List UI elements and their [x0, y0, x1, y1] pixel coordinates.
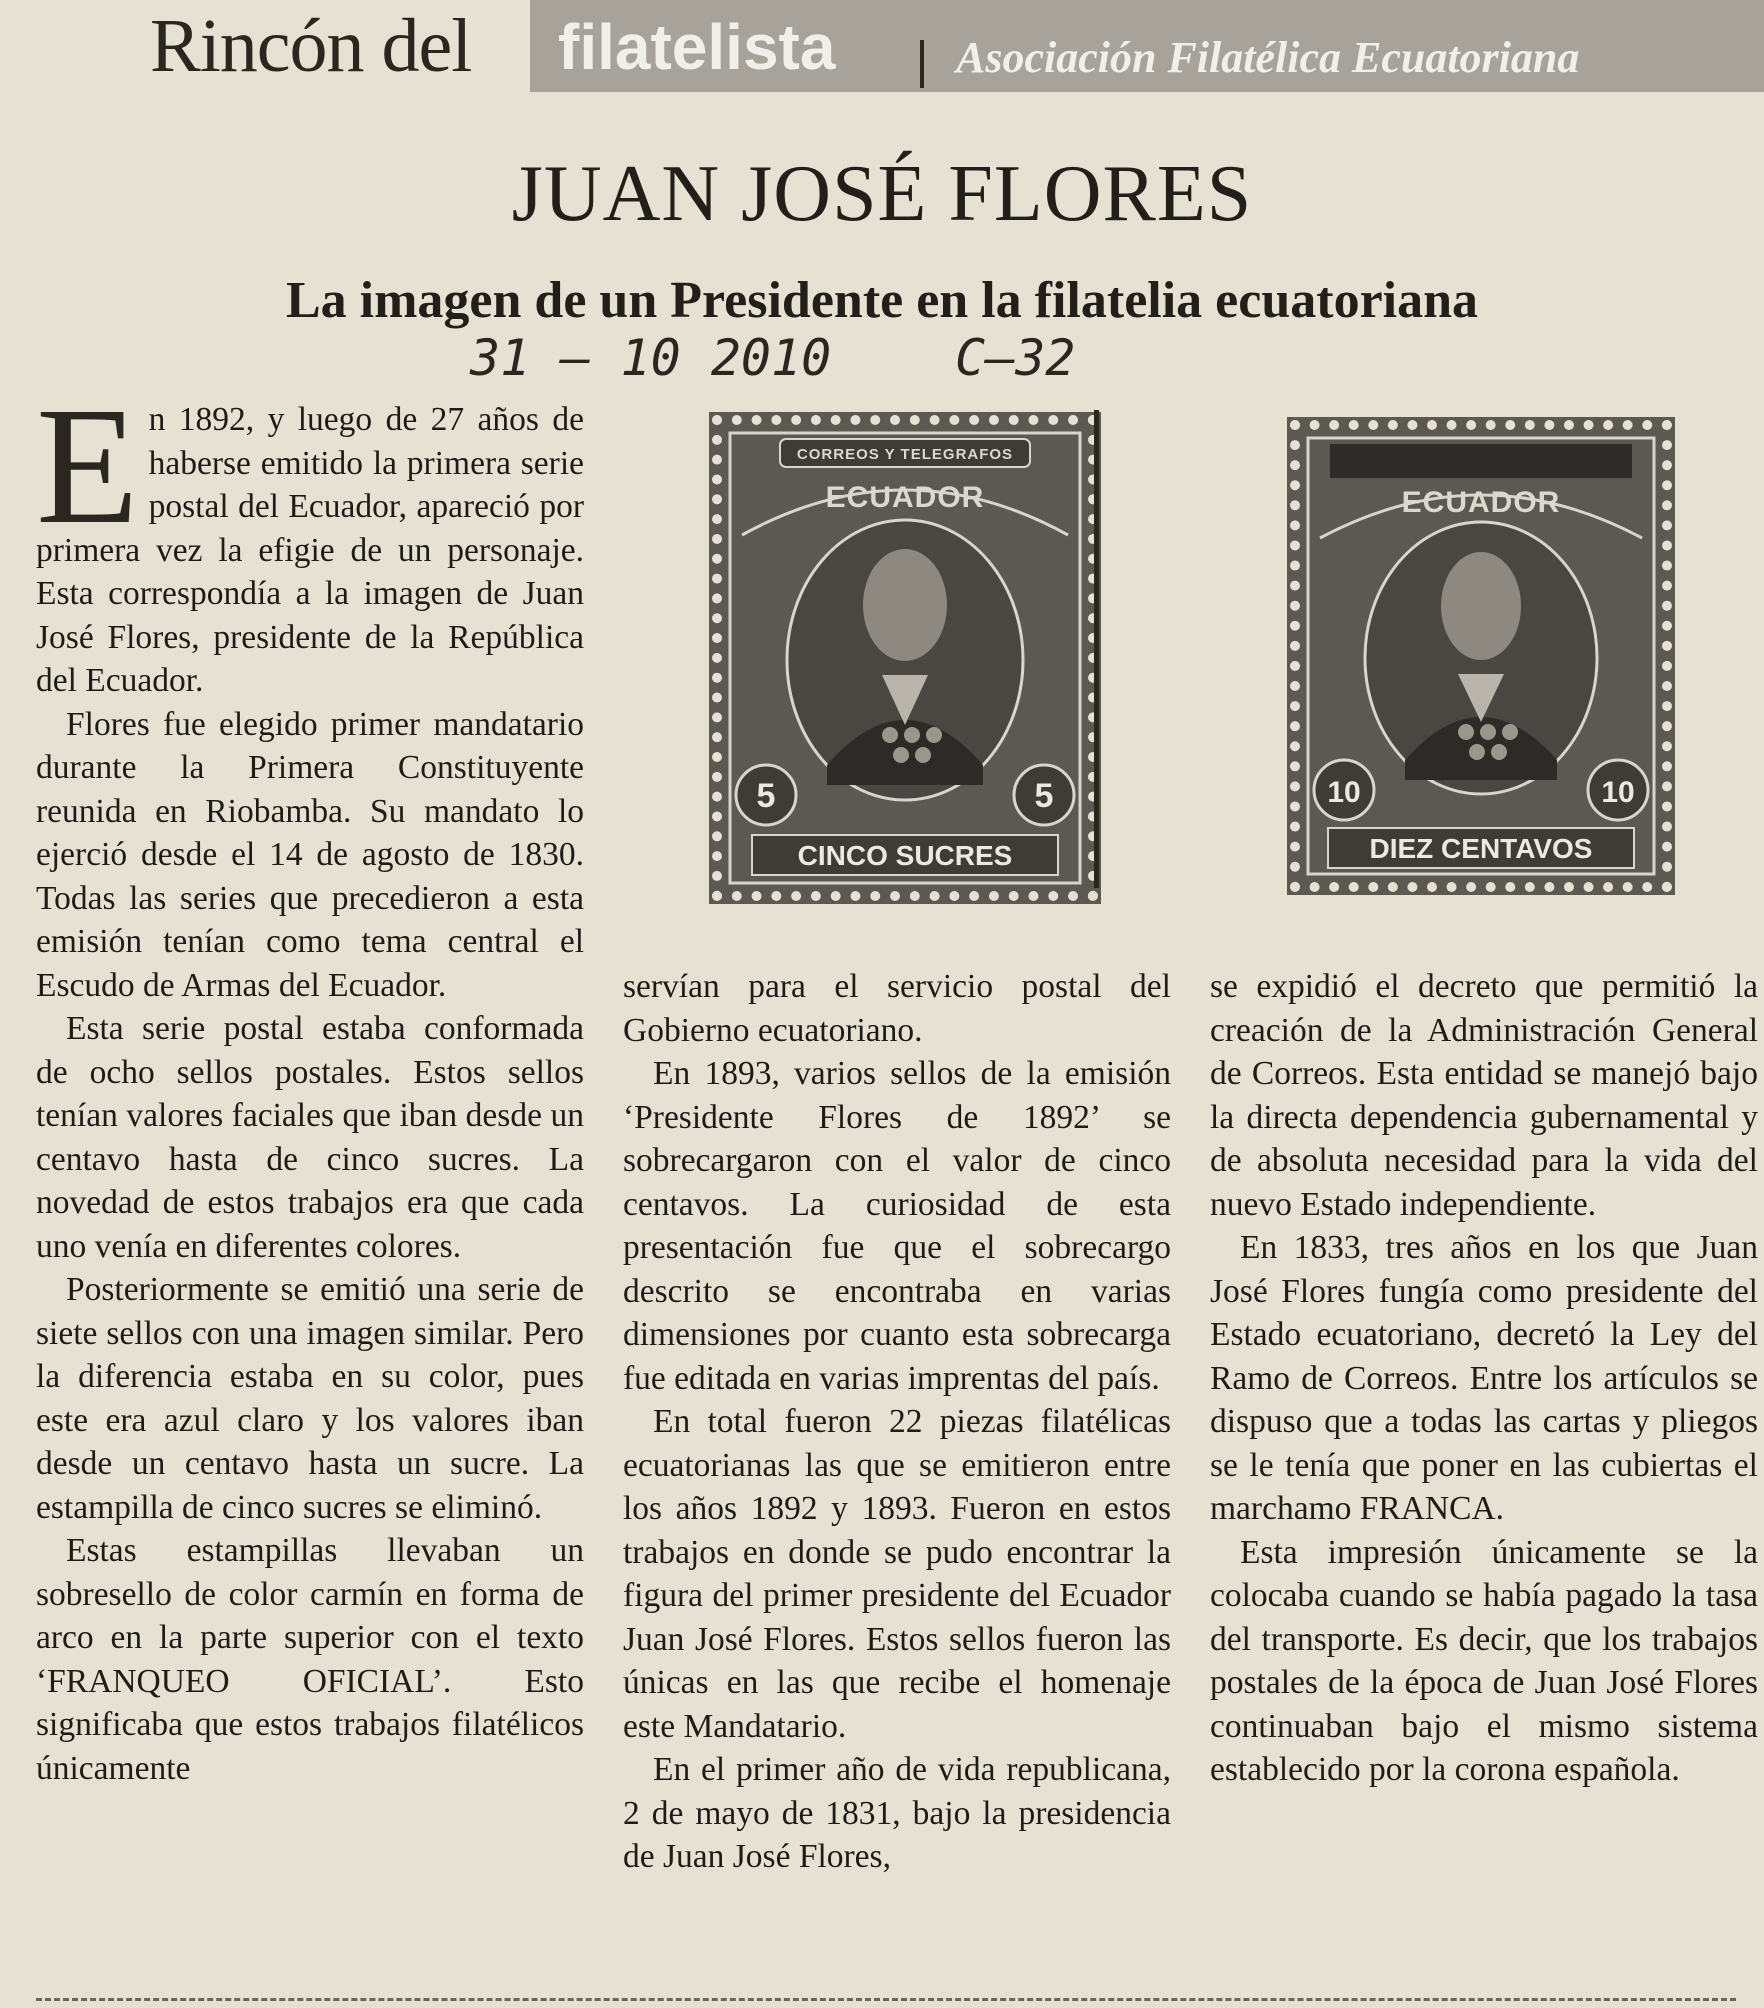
paragraph: En total fueron 22 piezas filatélicas ecuatorianas las que se emitieron entre los años 1892 y 1893. Fueron en estos trabajos en donde se pudo encontrar la figura del primer presidente del Ecuador Juan José Flores. Estos sellos fueron las únicas en las que recibe el homenaje este Mandatario. [623, 1403, 1171, 1745]
stamp-portrait-icon [722, 425, 1088, 891]
text-column-3 [1210, 965, 1758, 1792]
stamp-corner-value-right: 5 [1034, 777, 1054, 815]
header-separator [920, 40, 924, 88]
paragraph: Flores fue elegido primer mandatario durante la Primera Constituyente reunida en Riobamba. Su mandato lo ejerció desde el 14 de agosto de 1830. Todas las series que precedieron a esta emisión tenían como tema central el Escudo de Armas del Ecuador. [36, 705, 584, 1004]
paragraph: En 1893, varios sellos de la emisión ‘Presidente Flores de 1892’ se sobrecargaron con el valor de cinco centavos. La curiosidad de esta presentación fue que el sobrecargo descrito se encontraba en varias dimensiones por cuanto esta sobrecarga fue editada en varias imprentas del país. [623, 1055, 1171, 1397]
text-column-2 [623, 965, 1171, 1879]
paragraph: Estas estampillas llevaban un sobresello de color carmín en forma de arco en la parte superior con el texto ‘FRANQUEO OFICIAL’. Esto significaba que estos trabajos filatélicos únicamente [36, 1532, 584, 1787]
paragraph: se expidió el decreto que permitió la creación de la Administración General de Correos. Esta entidad se manejó bajo la directa dependencia gubernamental y de absoluta necesidad para la vida del nuevo Estado independiente. [1210, 968, 1758, 1223]
paragraph-text: n 1892, y luego de 27 años de haberse emitido la primera serie postal del Ecuador, apareció por primera vez la efigie de un personaje. Esta correspondía a la imagen de Juan José Flores, presidente de la República del Ecuador. [36, 401, 584, 699]
section-name-right: filatelista [558, 11, 836, 83]
paragraph: En 1833, tres años en los que Juan José Flores fungía como presidente del Estado ecuatoriano, decretó la Ley del Ramo de Correos. Entre los artículos se dispuso que a todas las cartas y pliegos se le tenía que poner en las cubiertas el marchamo FRANCA. [1210, 1229, 1758, 1527]
stamp-portrait-icon [1300, 430, 1662, 882]
article-title: JUAN JOSÉ FLORES [511, 150, 1253, 238]
paragraph [36, 373, 584, 703]
stamp-corner-value-left: 5 [756, 777, 776, 815]
stamp-image-cinco-sucres [712, 415, 1098, 901]
stamp-value-label: DIEZ CENTAVOS [1369, 833, 1593, 864]
paragraph: Esta impresión únicamente se la colocaba cuando se había pagado la tasa del transporte. Es decir, que los trabajos postales de la época de Juan José Flores continuaban bajo el mismo sistema establecido por la corona española. [1210, 1533, 1758, 1788]
stamp-corner-value-right: 10 [1601, 776, 1635, 809]
drop-cap: E [36, 373, 139, 559]
stamp-cut-line [1094, 410, 1099, 888]
paragraph: servían para el servicio postal del Gobierno ecuatoriano. [623, 968, 1171, 1049]
section-name-left: Rincón del [150, 4, 472, 88]
stamp-image-diez-centavos [1290, 420, 1672, 892]
paragraph: Posteriormente se emitió una serie de siete sellos con una imagen similar. Pero la diferencia estaba en su color, pues este era azul claro y los valores iban desde un centavo hasta un sucre. La estampilla de cinco sucres se eliminó. [36, 1271, 584, 1526]
stamp-value-label: CINCO SUCRES [797, 840, 1013, 871]
text-column-1 [36, 373, 584, 1790]
handwritten-date: 31 – 10 2010 [470, 329, 832, 387]
paragraph: Esta serie postal estaba conformada de ocho sellos postales. Estos sellos tenían valores faciales que iban desde un centavo hasta de cinco sucres. La novedad de estos trabajos era que cada uno venía en diferentes colores. [36, 1010, 584, 1265]
stamp-country-label: ECUADOR [825, 481, 985, 514]
bottom-rule [36, 1998, 1736, 2005]
paragraph: En el primer año de vida republicana, 2 de mayo de 1831, bajo la presidencia de Juan José Flores, [623, 1751, 1171, 1875]
article-subtitle: La imagen de un Presidente en la filatelia ecuatoriana [285, 272, 1479, 329]
stamp-top-label: CORREOS Y TELEGRAFOS [796, 446, 1014, 463]
handwritten-code: C–32 [955, 329, 1076, 387]
association-name: Asociación Filatélica Ecuatoriana [956, 33, 1580, 82]
stamp-corner-value-left: 10 [1327, 776, 1361, 809]
stamp-country-label: ECUADOR [1401, 486, 1561, 519]
